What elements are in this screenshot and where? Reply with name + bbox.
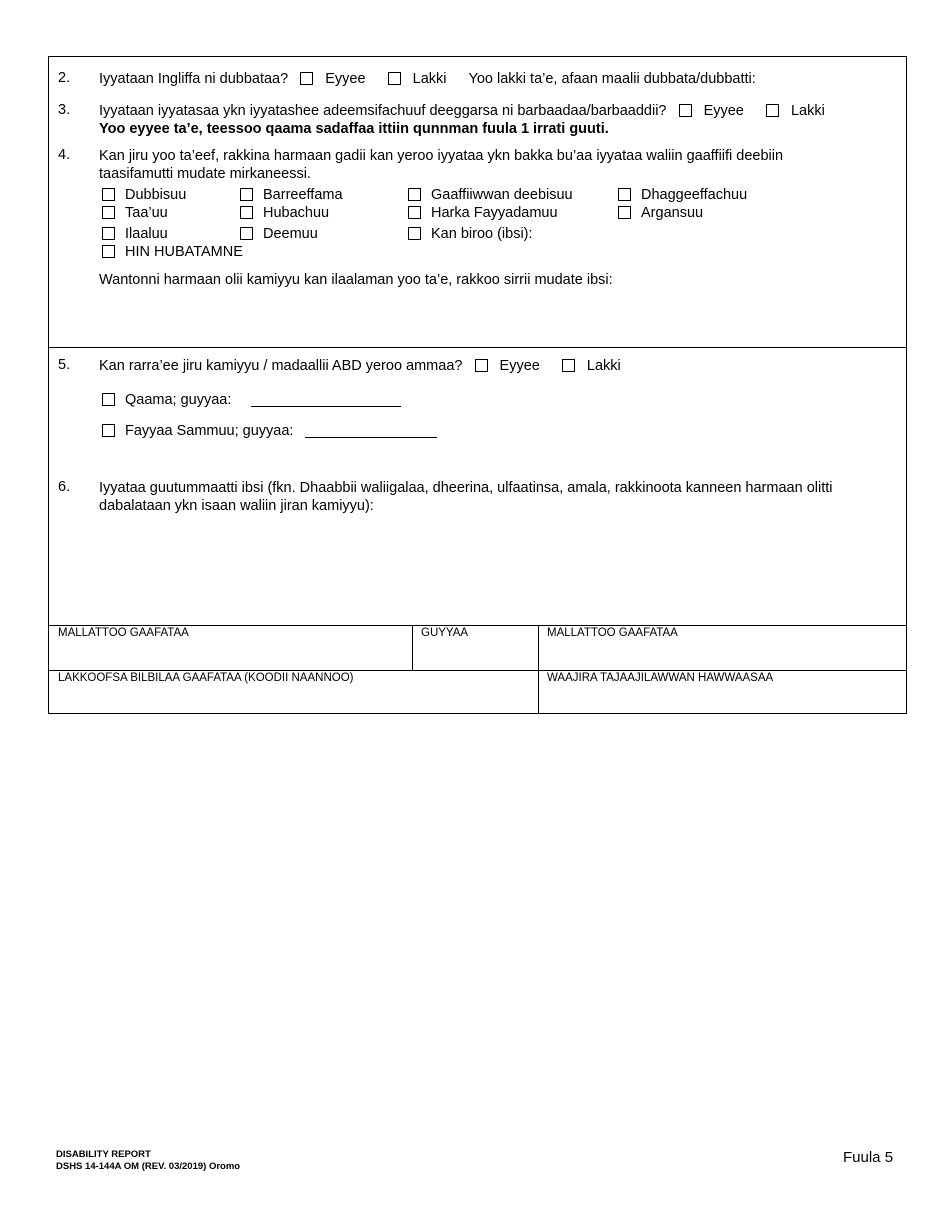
q4-number: 4. <box>58 147 71 163</box>
q2-question: Iyyataan Ingliffa ni dubbataa? <box>99 71 289 87</box>
q4-option-not-observed[interactable]: HIN HUBATAMNE <box>102 244 243 260</box>
q2-followup: Yoo lakki ta’e, afaan maalii dubbata/dubbatti: <box>468 71 756 87</box>
q3-no-label: Lakki <box>790 103 825 119</box>
footer-form-title: DISABILITY REPORT <box>56 1149 151 1160</box>
checkbox[interactable] <box>102 227 115 240</box>
q2-yes-checkbox[interactable] <box>300 72 313 85</box>
q2-number: 2. <box>58 70 71 86</box>
q4-option-walking[interactable]: Deemuu <box>240 226 318 242</box>
q5-row <box>99 357 621 375</box>
signature-label: MALLATTOO GAAFATAA <box>58 627 189 639</box>
q4-option-understanding[interactable]: Hubachuu <box>240 205 329 221</box>
signature-label-2: MALLATTOO GAAFATAA <box>547 627 678 639</box>
q4-option-answering[interactable]: Gaaffiiwwan deebisuu <box>408 187 573 203</box>
q5-mental-health-label: Fayyaa Sammuu; guyyaa: <box>125 423 294 439</box>
q6-number: 6. <box>58 479 71 495</box>
form-section <box>48 56 907 714</box>
q3-no-checkbox[interactable] <box>766 104 779 117</box>
checkbox[interactable] <box>102 206 115 219</box>
checkbox[interactable] <box>408 206 421 219</box>
q5-no-checkbox[interactable] <box>562 359 575 372</box>
q4-option-reading[interactable]: Dubbisuu <box>102 187 186 203</box>
office-label: WAAJIRA TAJAAJILAWWAN HAWWAASAA <box>547 672 774 684</box>
checkbox[interactable] <box>618 206 631 219</box>
q5-physical-date-line[interactable] <box>251 406 401 407</box>
date-label: GUYYAA <box>421 627 469 639</box>
footer-form-info <box>56 1149 240 1173</box>
q4-question-line1: Kan jiru yoo ta’eef, rakkina harmaan gadii kan yeroo iyyataa ykn bakka bu’aa iyyataa waliin gaaffiifi deebiin <box>99 148 784 164</box>
q5-no-label: Lakki <box>586 358 621 374</box>
q5-physical-checkbox[interactable] <box>102 393 115 406</box>
checkbox[interactable] <box>102 245 115 258</box>
checkbox[interactable] <box>408 188 421 201</box>
q4-option-hearing[interactable]: Dhaggeeffachuu <box>618 187 747 203</box>
q3-instruction: Yoo eyyee ta’e, teessoo qaama sadaffaa ittiin qunnman fuula 1 irrati guuti. <box>99 121 609 137</box>
q3-row <box>99 102 825 120</box>
q5-yes-checkbox[interactable] <box>475 359 488 372</box>
signature-divider-2 <box>538 625 539 714</box>
checkbox[interactable] <box>240 227 253 240</box>
q4-note: Wantonni harmaan olii kamiyyu kan ilaalaman yoo ta’e, rakkoo sirrii mudate ibsi: <box>99 272 613 288</box>
checkbox[interactable] <box>102 188 115 201</box>
footer-form-id: DSHS 14-144A OM (REV. 03/2019) Oromo <box>56 1161 241 1172</box>
q2-yes-label: Eyyee <box>325 71 366 87</box>
checkbox[interactable] <box>618 188 631 201</box>
section-divider <box>49 347 906 348</box>
q3-yes-checkbox[interactable] <box>679 104 692 117</box>
q6-question-line1: Iyyataa guutummaatti ibsi (fkn. Dhaabbii waliigalaa, dheerina, ulfaatinsa, amala, rakkinoota kanneen harmaan olitti <box>99 480 833 496</box>
q3-question: Iyyataan iyyatasaa ykn iyyatashee adeemsifachuuf deeggarsa ni barbaadaa/barbaaddii? <box>99 103 667 119</box>
q5-mental-health-date-line[interactable] <box>305 437 437 438</box>
q2-no-label: Lakki <box>412 71 447 87</box>
q5-option-physical <box>102 392 401 408</box>
signature-divider-1 <box>412 625 413 670</box>
q5-mental-health-checkbox[interactable] <box>102 424 115 437</box>
checkbox[interactable] <box>240 206 253 219</box>
q4-option-other[interactable]: Kan biroo (ibsi): <box>408 226 533 242</box>
page-number: Fuula 5 <box>843 1149 894 1166</box>
q6-question-line2: dabalataan ykn isaan waliin jiran kamiyyu): <box>99 498 374 514</box>
q5-yes-label: Eyyee <box>499 358 540 374</box>
signature-table-middle <box>49 670 906 671</box>
q5-question: Kan rarra’ee jiru kamiyyu / madaallii ABD yeroo ammaa? <box>99 358 463 374</box>
signature-table-top <box>49 625 906 626</box>
checkbox[interactable] <box>408 227 421 240</box>
q4-option-seeing[interactable]: Ilaaluu <box>102 226 168 242</box>
q4-option-using-hands[interactable]: Harka Fayyadamuu <box>408 205 558 221</box>
q4-question-line2: taasifamutti mudate mirkaneessi. <box>99 166 311 182</box>
q4-option-sitting[interactable]: Taa’uu <box>102 205 168 221</box>
q4-option-breathing[interactable]: Argansuu <box>618 205 703 221</box>
q5-physical-label: Qaama; guyyaa: <box>125 392 232 408</box>
q3-number: 3. <box>58 102 71 118</box>
q3-yes-label: Eyyee <box>703 103 744 119</box>
q2-row <box>99 70 756 88</box>
q4-option-writing[interactable]: Barreeffama <box>240 187 343 203</box>
q2-no-checkbox[interactable] <box>388 72 401 85</box>
phone-label: LAKKOOFSA BILBILAA GAAFATAA (KOODII NAANNOO) <box>58 672 354 684</box>
q5-option-mental-health <box>102 423 437 439</box>
checkbox[interactable] <box>240 188 253 201</box>
q5-number: 5. <box>58 357 71 373</box>
